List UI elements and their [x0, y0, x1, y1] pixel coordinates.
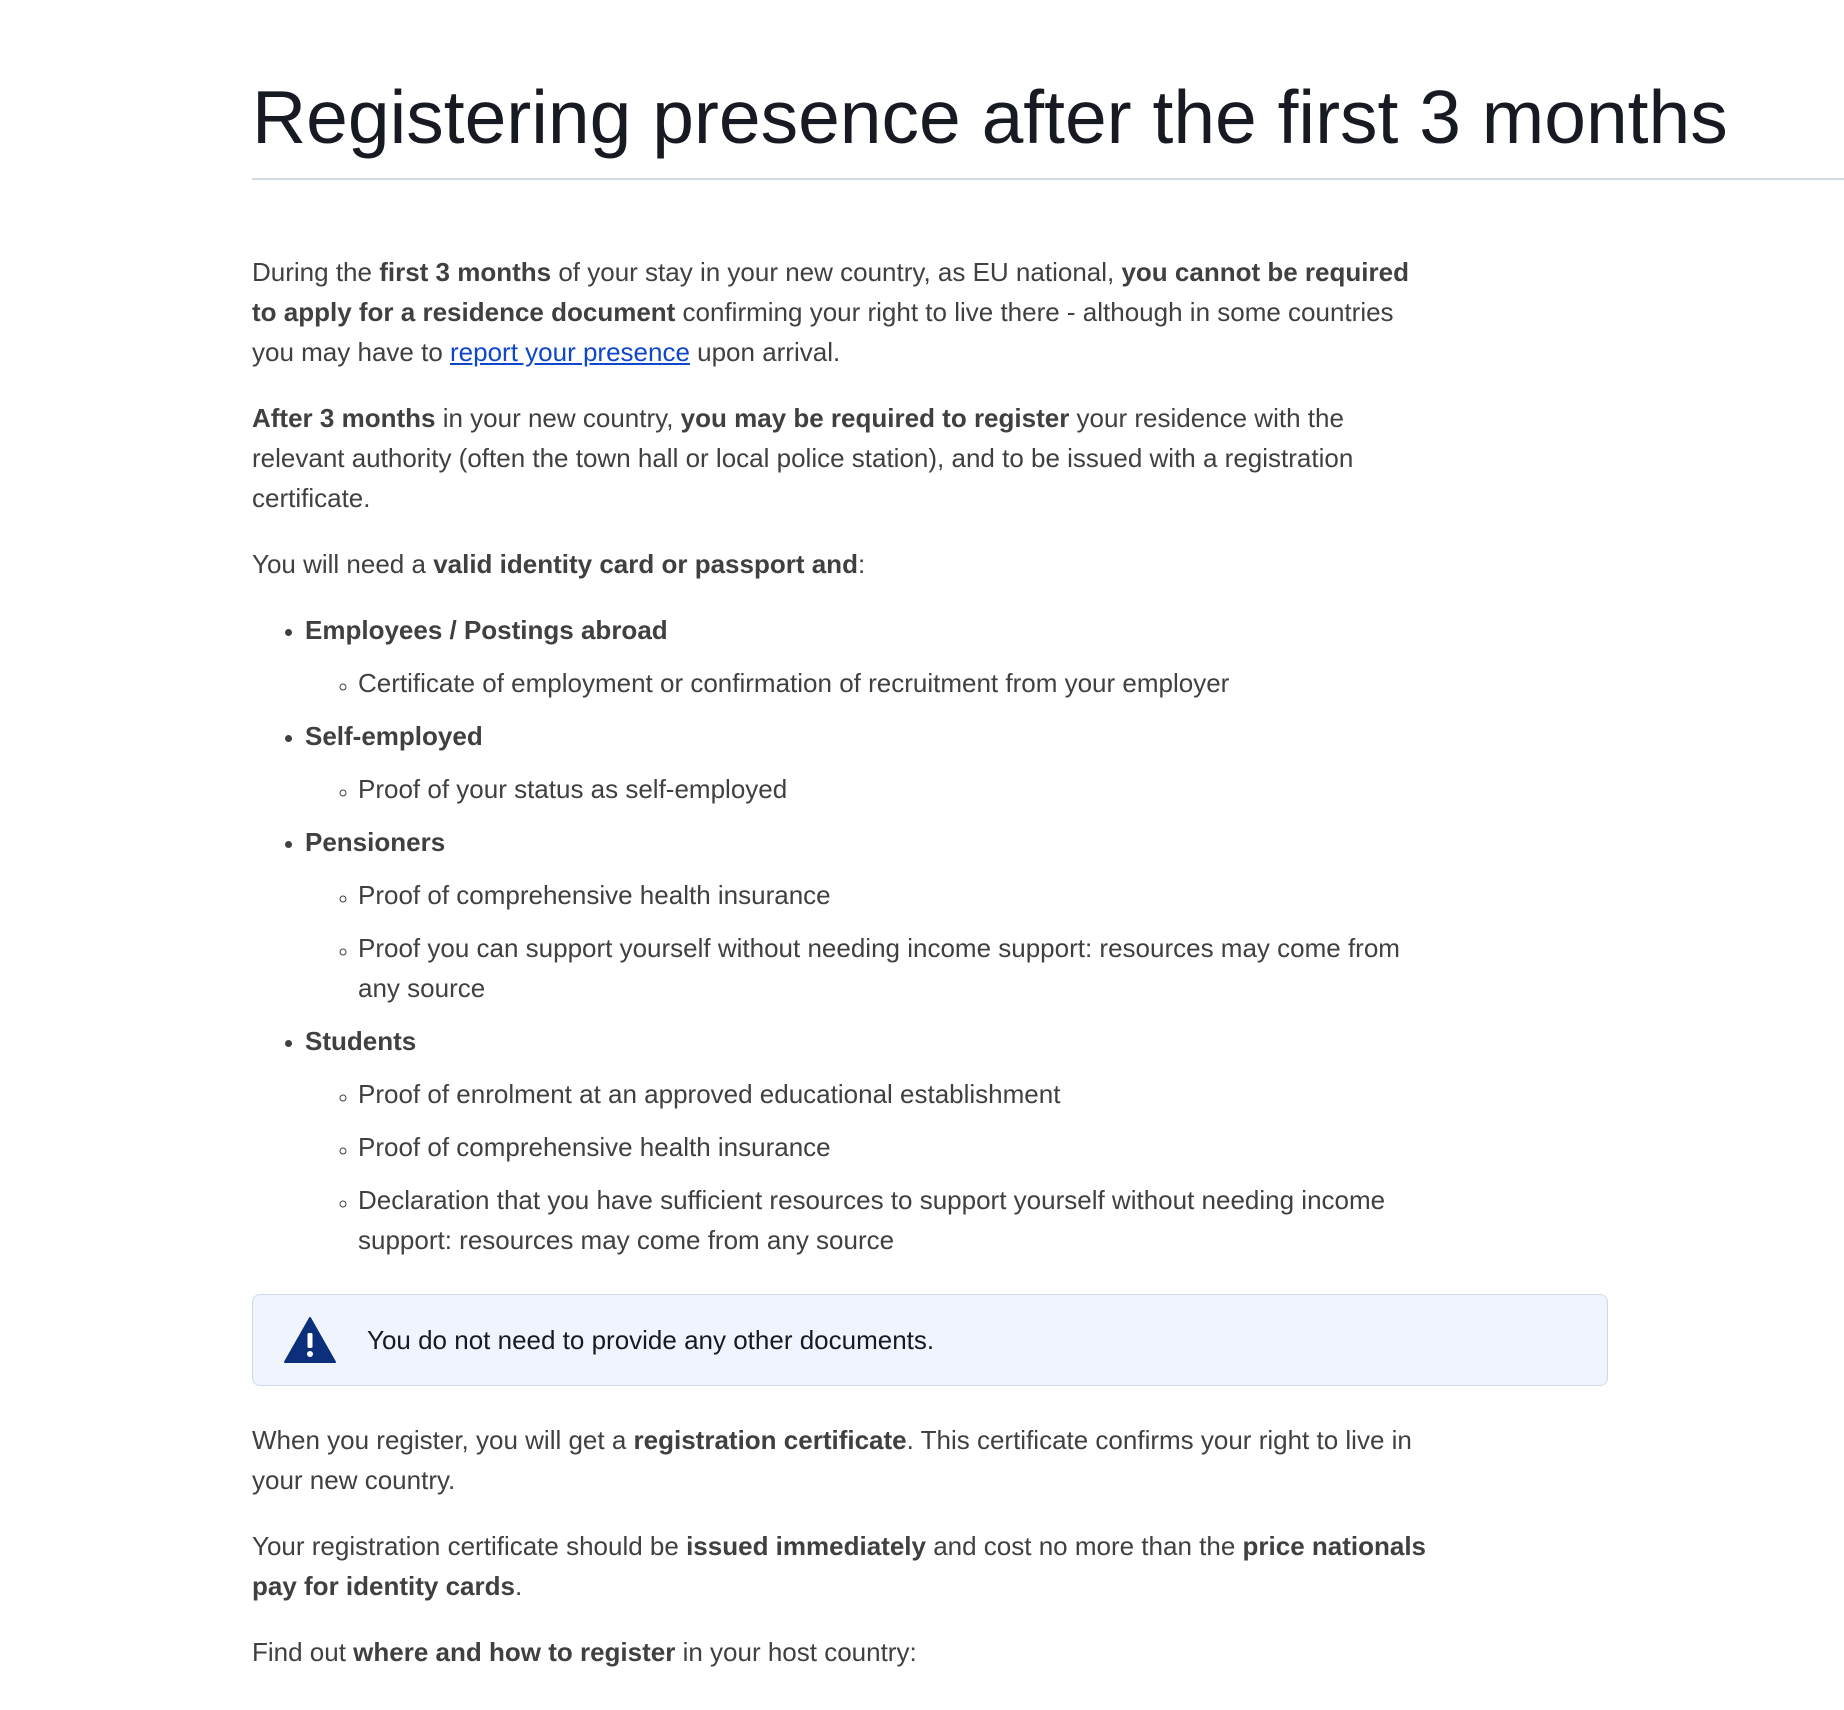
category-employees — [305, 610, 1432, 703]
requirement-item: ◦ Proof of comprehensive health insurance — [358, 875, 1432, 915]
requirement-item: ◦ Proof of enrolment at an approved educational establishment — [358, 1074, 1432, 1114]
category-label: Self-employed — [305, 721, 483, 751]
intro-paragraph-1: During the first 3 months of your stay in your new country, as EU national, you cannot be required to apply for a residence document confirming your right to live there - although in some countries you may have to report your presence upon arrival. — [252, 257, 1409, 367]
report-presence-link[interactable]: report your presence — [450, 337, 690, 367]
outro-paragraph-3: Find out where and how to register in your host country: — [252, 1637, 917, 1667]
requirement-item: ◦ Certificate of employment or confirmation of recruitment from your employer — [358, 663, 1432, 703]
intro-paragraph-2: After 3 months in your new country, you may be required to register your residence with the relevant authority (often the town hall or local police station), and to be issued with a registration certificate. — [252, 403, 1354, 513]
category-self-employed — [305, 716, 1432, 809]
title-divider — [252, 178, 1844, 180]
page-title: Registering presence after the first 3 months — [252, 75, 1728, 159]
requirement-sublist — [305, 875, 1432, 1008]
requirement-item: ◦ Declaration that you have sufficient resources to support yourself without needing income support: resources may come from any source — [358, 1180, 1432, 1260]
outro-paragraph-2: Your registration certificate should be issued immediately and cost no more than the price nationals pay for identity cards. — [252, 1531, 1427, 1601]
requirement-sublist — [305, 663, 1432, 703]
category-students — [305, 1021, 1432, 1260]
category-pensioners — [305, 822, 1432, 1008]
warning-icon — [284, 1317, 336, 1363]
requirement-item: ◦ Proof of comprehensive health insurance — [358, 1127, 1432, 1167]
category-label: Pensioners — [305, 827, 446, 857]
notice-box — [252, 1294, 1608, 1386]
category-label: Employees / Postings abroad — [305, 615, 668, 645]
outro-paragraph-1: When you register, you will get a registration certificate. This certificate confirms your right to live in your new country. — [252, 1425, 1412, 1495]
main-content — [252, 252, 1432, 1698]
notice-text: You do not need to provide any other documents. — [367, 1325, 935, 1355]
intro-paragraph-3: You will need a valid identity card or passport and: — [252, 549, 866, 579]
requirements-list — [252, 610, 1432, 1260]
requirement-item: ◦ Proof you can support yourself without needing income support: resources may come from any source — [358, 928, 1432, 1008]
category-label: Students — [305, 1026, 417, 1056]
requirement-sublist — [305, 1074, 1432, 1260]
requirement-item: ◦ Proof of your status as self-employed — [358, 769, 1432, 809]
requirement-sublist — [305, 769, 1432, 809]
